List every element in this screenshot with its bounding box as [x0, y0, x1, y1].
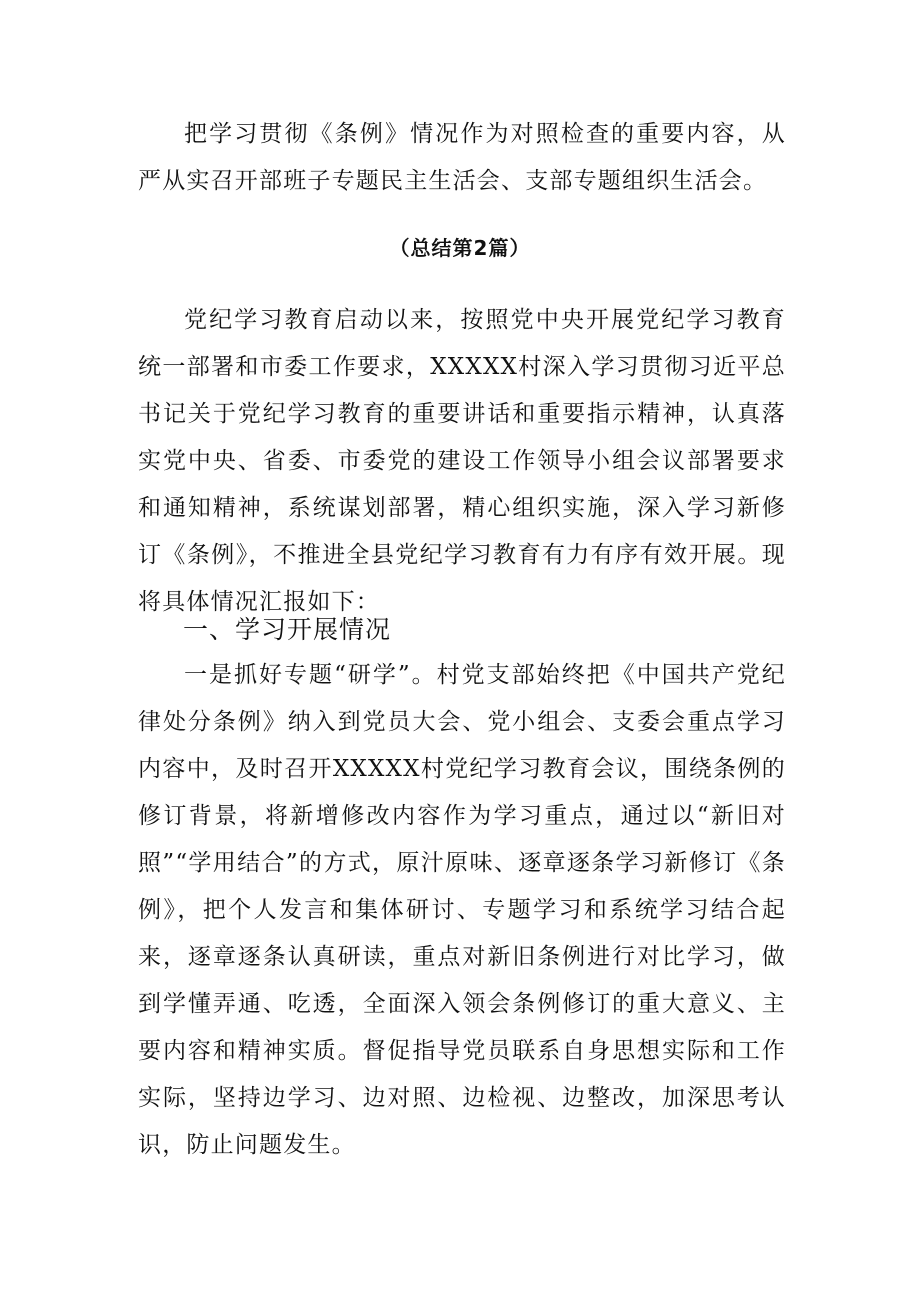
- section-heading: 一、学习开展情况: [183, 615, 392, 644]
- intro-paragraph: 把学习贯彻《条例》情况作为对照检查的重要内容，从严从实召开部班子专题民主生活会、支部专题组织生活会。: [138, 121, 786, 194]
- intro-paragraph-block: [138, 111, 786, 205]
- document-subtitle: （总结第2篇）: [389, 236, 531, 260]
- paragraph-2-block: [138, 652, 786, 1169]
- paragraph-1: 党纪学习教育启动以来，按照党中央开展党纪学习教育统一部署和市委工作要求，XXXXX村深入学习贯彻习近平总书记关于党纪学习教育的重要讲话和重要指示精神，认真落实党中央、省委、市委党的建设工作领导小组会议部署要求和通知精神，系统谋划部署，精心组织实施，深入学习新修订《条例》，不推进全县党纪学习教育有力有序有效开展。现将具体情况汇报如下：: [138, 307, 786, 615]
- paragraph-2: 一是抓好专题“研学”。村党支部始终把《中国共产党纪律处分条例》纳入到党员大会、党小组会、支委会重点学习内容中，及时召开XXXXX村党纪学习教育会议，围绕条例的修订背景，将新增修改内容作为学习重点，通过以“新旧对照”“学用结合”的方式，原汁原味、逐章逐条学习新修订《条例》，把个人发言和集体研讨、专题学习和系统学习结合起来，逐章逐条认真研读，重点对新旧条例进行对比学习，做到学懂弄通、吃透，全面深入领会条例修订的重大意义、主要内容和精神实质。督促指导党员联系自身思想实际和工作实际，坚持边学习、边对照、边检视、边整改，加深思考认识，防止问题发生。: [138, 662, 786, 1158]
- paragraph-1-block: [138, 297, 786, 626]
